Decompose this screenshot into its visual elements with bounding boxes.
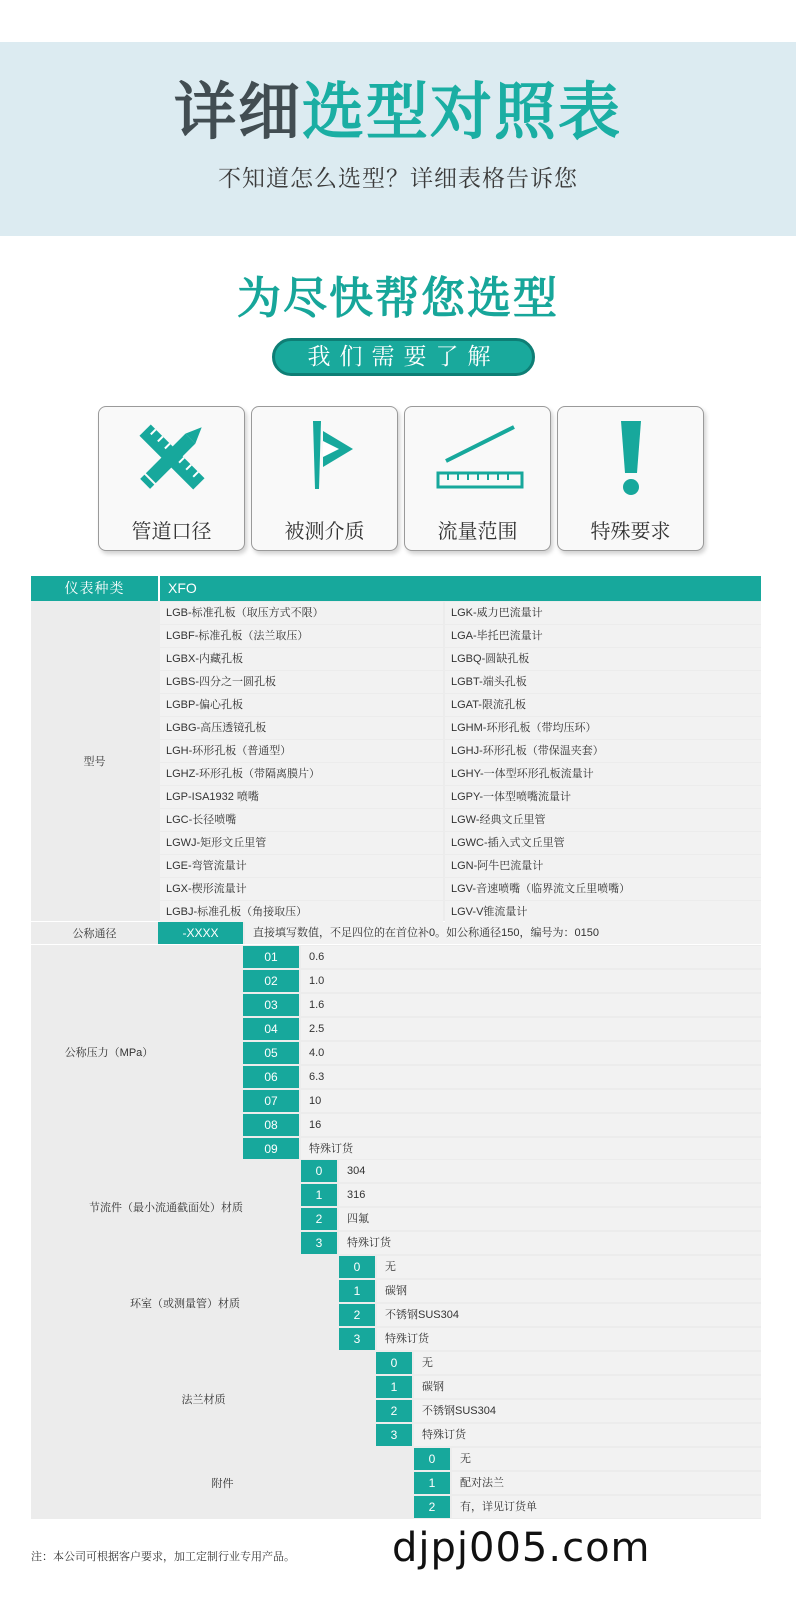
model-item: LGH-环形孔板（普通型） bbox=[160, 740, 443, 762]
model-item: LGBG-高压透镜孔板 bbox=[160, 717, 443, 739]
card-label: 被测介质 bbox=[284, 519, 365, 543]
model-item: LGP-ISA1932 喷嘴 bbox=[160, 786, 443, 808]
option-value: 配对法兰 bbox=[452, 1472, 761, 1494]
model-item: LGV-V锥流量计 bbox=[445, 901, 761, 923]
option-value: 1.0 bbox=[301, 970, 761, 992]
model-item: LGHY-一体型环形孔板流量计 bbox=[445, 763, 761, 785]
ruler-scale-icon bbox=[428, 417, 528, 497]
option-value: 特殊订货 bbox=[339, 1232, 761, 1254]
ring-material-label: 环室（或测量管）材质 bbox=[130, 1298, 240, 1310]
accessory-label: 附件 bbox=[211, 1478, 234, 1490]
option-value: 碳钢 bbox=[377, 1280, 761, 1302]
flange-material-label: 法兰材质 bbox=[181, 1394, 226, 1406]
option-code: 2 bbox=[301, 1208, 337, 1230]
option-value: 无 bbox=[452, 1448, 761, 1470]
option-code: 05 bbox=[243, 1042, 299, 1064]
model-item: LGHM-环形孔板（带均压环） bbox=[445, 717, 761, 739]
table-header bbox=[31, 576, 761, 601]
card-label: 管道口径 bbox=[131, 519, 212, 543]
model-item: LGBJ-标准孔板（角接取压） bbox=[160, 901, 443, 923]
option-value: 6.3 bbox=[301, 1066, 761, 1088]
model-item: LGC-长径喷嘴 bbox=[160, 809, 443, 831]
model-item: LGBX-内藏孔板 bbox=[160, 648, 443, 670]
pencil-ruler-icon bbox=[122, 417, 222, 497]
option-code: 01 bbox=[243, 946, 299, 968]
option-value: 碳钢 bbox=[414, 1376, 761, 1398]
option-code: 2 bbox=[339, 1304, 375, 1326]
option-value: 1.6 bbox=[301, 994, 761, 1016]
pressure-block bbox=[31, 945, 761, 1159]
model-item: LGB-标准孔板（取压方式不限） bbox=[160, 602, 443, 624]
option-value: 无 bbox=[377, 1256, 761, 1278]
card-pipe-diameter bbox=[98, 406, 245, 551]
card-label: 特殊要求 bbox=[590, 519, 671, 543]
watermark: djpj005.com bbox=[392, 1525, 651, 1571]
option-value: 16 bbox=[301, 1114, 761, 1136]
option-value: 2.5 bbox=[301, 1018, 761, 1040]
exclamation-icon bbox=[581, 417, 681, 497]
option-value: 不锈钢SUS304 bbox=[414, 1400, 761, 1422]
model-item: LGBF-标准孔板（法兰取压） bbox=[160, 625, 443, 647]
model-item: LGBT-端头孔板 bbox=[445, 671, 761, 693]
header-value: XFO bbox=[168, 580, 197, 596]
option-value: 特殊订货 bbox=[301, 1138, 761, 1160]
option-code: 0 bbox=[339, 1256, 375, 1278]
throttle-material-block bbox=[31, 1159, 761, 1255]
option-code: 03 bbox=[243, 994, 299, 1016]
flange-material-block bbox=[31, 1351, 761, 1447]
option-value: 304 bbox=[339, 1160, 761, 1182]
accessory-block bbox=[31, 1447, 761, 1519]
model-item: LGBQ-圆缺孔板 bbox=[445, 648, 761, 670]
model-item: LGK-威力巴流量计 bbox=[445, 602, 761, 624]
header-label: 仪表种类 bbox=[64, 580, 125, 596]
card-flow-range bbox=[404, 406, 551, 551]
model-label: 型号 bbox=[83, 756, 106, 768]
model-item: LGHZ-环形孔板（带隔离膜片） bbox=[160, 763, 443, 785]
option-code: 3 bbox=[301, 1232, 337, 1254]
option-code: 07 bbox=[243, 1090, 299, 1112]
option-code: 1 bbox=[301, 1184, 337, 1206]
option-code: 0 bbox=[376, 1352, 412, 1374]
pressure-label: 公称压力（MPa） bbox=[64, 1047, 154, 1059]
diameter-label: 公称通径 bbox=[72, 928, 117, 940]
page-title: 详细选型对照表 bbox=[173, 75, 623, 148]
option-value: 4.0 bbox=[301, 1042, 761, 1064]
option-code: 1 bbox=[339, 1280, 375, 1302]
option-value: 0.6 bbox=[301, 946, 761, 968]
option-code: 09 bbox=[243, 1138, 299, 1160]
model-item: LGW-经典文丘里管 bbox=[445, 809, 761, 831]
option-code: 3 bbox=[339, 1328, 375, 1350]
option-value: 特殊订货 bbox=[377, 1328, 761, 1350]
option-code: 02 bbox=[243, 970, 299, 992]
option-code: 08 bbox=[243, 1114, 299, 1136]
flag-pole-icon bbox=[275, 417, 375, 497]
option-code: 1 bbox=[414, 1472, 450, 1494]
option-value: 特殊订货 bbox=[414, 1424, 761, 1446]
header-banner bbox=[0, 42, 796, 236]
option-value: 四氟 bbox=[339, 1208, 761, 1230]
divider bbox=[158, 576, 160, 601]
page-subtitle: 不知道怎么选型？详细表格告诉您 bbox=[218, 166, 578, 192]
footnote: 注：本公司可根据客户要求，加工定制行业专用产品。 bbox=[31, 1551, 295, 1563]
model-block bbox=[31, 601, 761, 921]
model-item: LGA-毕托巴流量计 bbox=[445, 625, 761, 647]
model-item: LGN-阿牛巴流量计 bbox=[445, 855, 761, 877]
model-item: LGBP-偏心孔板 bbox=[160, 694, 443, 716]
throttle-material-label: 节流件（最小流通截面处）材质 bbox=[89, 1202, 243, 1214]
option-code: 3 bbox=[376, 1424, 412, 1446]
section-pill: 我们需要了解 bbox=[272, 338, 535, 376]
diameter-desc: 直接填写数值，不足四位的在首位补0。如公称通径150，编号为：0150 bbox=[245, 922, 761, 944]
card-label: 流量范围 bbox=[437, 519, 518, 543]
model-item: LGBS-四分之一圆孔板 bbox=[160, 671, 443, 693]
model-item: LGHJ-环形孔板（带保温夹套） bbox=[445, 740, 761, 762]
option-code: 2 bbox=[376, 1400, 412, 1422]
option-code: 04 bbox=[243, 1018, 299, 1040]
diameter-code: -XXXX bbox=[158, 922, 243, 944]
card-medium bbox=[251, 406, 398, 551]
card-special-requirements bbox=[557, 406, 704, 551]
option-code: 0 bbox=[301, 1160, 337, 1182]
model-item: LGWC-插入式文丘里管 bbox=[445, 832, 761, 854]
option-code: 06 bbox=[243, 1066, 299, 1088]
option-value: 316 bbox=[339, 1184, 761, 1206]
model-item: LGWJ-矩形文丘里管 bbox=[160, 832, 443, 854]
option-code: 0 bbox=[414, 1448, 450, 1470]
model-item: LGX-楔形流量计 bbox=[160, 878, 443, 900]
model-item: LGV-音速喷嘴（临界流文丘里喷嘴） bbox=[445, 878, 761, 900]
section-title: 为尽快帮您选型 bbox=[237, 273, 559, 324]
option-value: 有，详见订货单 bbox=[452, 1496, 761, 1518]
option-value: 无 bbox=[414, 1352, 761, 1374]
model-item: LGAT-限流孔板 bbox=[445, 694, 761, 716]
option-code: 2 bbox=[414, 1496, 450, 1518]
diameter-block bbox=[31, 922, 761, 944]
model-item: LGE-弯管流量计 bbox=[160, 855, 443, 877]
option-code: 1 bbox=[376, 1376, 412, 1398]
model-item: LGPY-一体型喷嘴流量计 bbox=[445, 786, 761, 808]
option-value: 10 bbox=[301, 1090, 761, 1112]
option-value: 不锈钢SUS304 bbox=[377, 1304, 761, 1326]
ring-material-block bbox=[31, 1255, 761, 1351]
